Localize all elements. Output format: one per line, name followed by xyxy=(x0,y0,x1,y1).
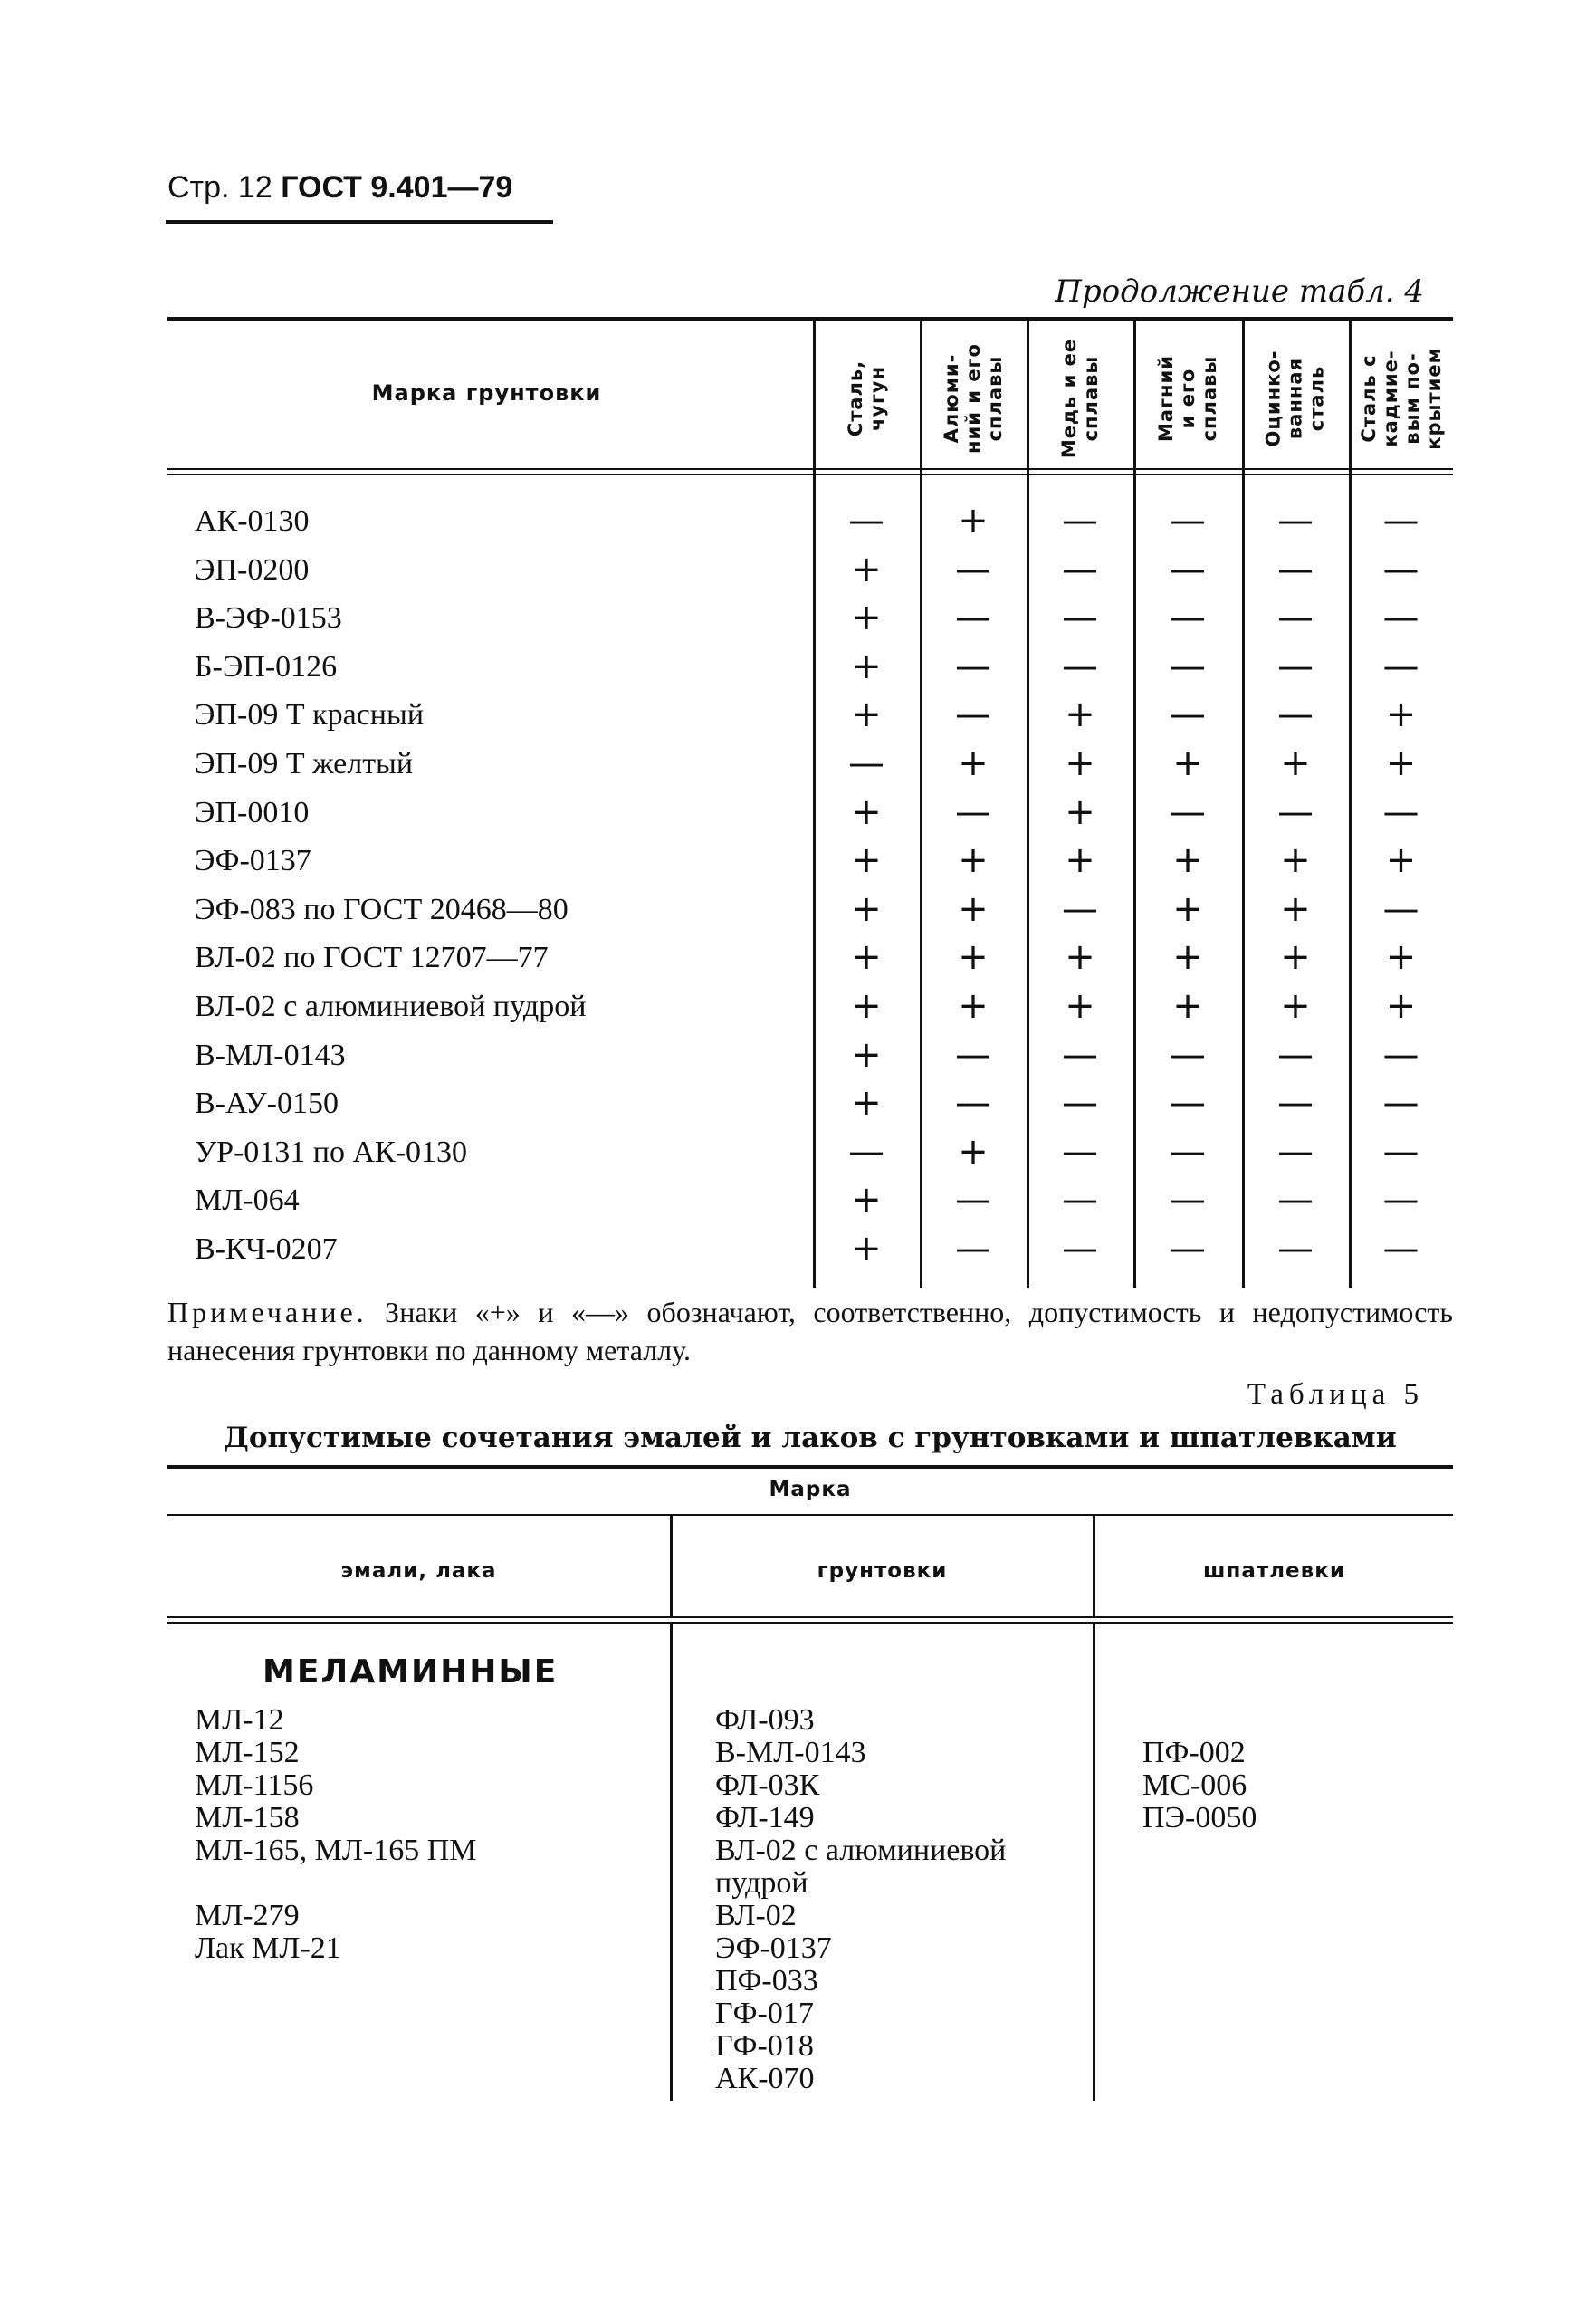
table4-column-header xyxy=(1349,326,1453,471)
not-permitted-sign: — xyxy=(1170,645,1206,687)
table4-row-name: В-АУ-0150 xyxy=(195,1087,339,1121)
permitted-sign: + xyxy=(958,743,989,784)
table5-putties: ПФ-002 МС-006 ПЭ-0050 xyxy=(1142,1736,1257,1835)
not-permitted-sign: — xyxy=(1277,645,1314,687)
not-permitted-sign: — xyxy=(1382,500,1419,541)
not-permitted-sign: — xyxy=(1170,1228,1206,1269)
table4-row-name: Б-ЭП-0126 xyxy=(195,649,338,684)
not-permitted-sign: — xyxy=(955,597,991,639)
permitted-sign: + xyxy=(851,887,882,930)
table4-row-name: В-ЭФ-0153 xyxy=(195,601,342,636)
table4-row-name: ЭП-0010 xyxy=(195,795,310,829)
not-permitted-sign: — xyxy=(1277,1179,1314,1222)
not-permitted-sign: — xyxy=(1277,597,1314,639)
permitted-sign: + xyxy=(1280,887,1311,930)
table4-row-name: ВЛ-02 с алюминиевой пудрой xyxy=(195,990,587,1023)
permitted-sign: + xyxy=(1065,743,1095,784)
table5-section-heading: МЕЛАМИННЫЕ xyxy=(263,1653,559,1691)
table-continuation-label: Продолжение табл. 4 xyxy=(1055,273,1424,310)
header-rule xyxy=(166,220,553,224)
table5-label: Таблица 5 xyxy=(1247,1378,1424,1411)
not-permitted-sign: — xyxy=(1062,1228,1098,1269)
column-header-label: Магний и его сплавы xyxy=(1154,355,1220,442)
table5-title: Допустимые сочетания эмалей и лаков с грунтовками и шпатлевками xyxy=(224,1422,1397,1454)
table5-primers: ФЛ-093 В-МЛ-0143 ФЛ-03К ФЛ-149 ВЛ-02 с алюминиевой пудрой ВЛ-02 ЭФ-0137 ПФ-033 ГФ-017 ГФ-018 АК-070 xyxy=(715,1703,1007,2095)
not-permitted-sign: — xyxy=(1062,645,1098,687)
column-header-label: Медь и ее сплавы xyxy=(1058,338,1103,459)
not-permitted-sign: — xyxy=(1062,548,1098,590)
permitted-sign: + xyxy=(958,500,989,541)
not-permitted-sign: — xyxy=(1170,694,1206,736)
permitted-sign: + xyxy=(1172,743,1203,784)
permitted-sign: + xyxy=(1065,694,1095,736)
table5-enamels: МЛ-12 МЛ-152 МЛ-1156 МЛ-158 МЛ-165, МЛ-165 ПМ МЛ-279 Лак МЛ-21 xyxy=(195,1703,477,1965)
not-permitted-sign: — xyxy=(1062,500,1098,541)
table4-row-name: ЭФ-0137 xyxy=(195,844,311,878)
permitted-sign: + xyxy=(1065,790,1095,833)
page-header xyxy=(167,170,512,206)
permitted-sign: + xyxy=(851,1082,882,1125)
permitted-sign: + xyxy=(851,694,882,736)
table4-row-name: ВЛ-02 по ГОСТ 12707—77 xyxy=(195,941,549,975)
table4-column-header xyxy=(1027,326,1133,471)
not-permitted-sign: — xyxy=(1382,548,1419,590)
not-permitted-sign: — xyxy=(1170,500,1206,541)
not-permitted-sign: — xyxy=(955,645,991,687)
not-permitted-sign: — xyxy=(1277,1228,1314,1269)
permitted-sign: + xyxy=(1280,839,1311,882)
table4-row-name: МЛ-064 xyxy=(195,1183,300,1218)
not-permitted-sign: — xyxy=(955,548,991,590)
table5-header-enamel: эмали, лака xyxy=(340,1559,497,1583)
permitted-sign: + xyxy=(851,645,882,687)
table5-mid-rule xyxy=(167,1514,1453,1516)
table4-row-name: В-МЛ-0143 xyxy=(195,1038,346,1072)
not-permitted-sign: — xyxy=(1170,597,1206,639)
not-permitted-sign: — xyxy=(1382,1033,1419,1076)
not-permitted-sign: — xyxy=(1382,1082,1419,1125)
not-permitted-sign: — xyxy=(1382,1228,1419,1269)
permitted-sign: + xyxy=(851,790,882,833)
table5-header-putty: шпатлевки xyxy=(1203,1559,1345,1583)
table5-header-primer: грунтовки xyxy=(817,1559,948,1583)
table5-col-divider-2 xyxy=(1093,1516,1095,1617)
not-permitted-sign: — xyxy=(1170,548,1206,590)
not-permitted-sign: — xyxy=(1170,790,1206,833)
table4-top-rule xyxy=(167,317,1453,321)
not-permitted-sign: — xyxy=(1382,1179,1419,1222)
table5-top-rule xyxy=(167,1465,1453,1469)
table5-col-divider-1 xyxy=(670,1516,673,1617)
not-permitted-sign: — xyxy=(1277,694,1314,736)
table4-mark-header: Марка грунтовки xyxy=(371,380,602,406)
not-permitted-sign: — xyxy=(955,1228,991,1269)
not-permitted-sign: — xyxy=(1277,1130,1314,1173)
table4-column-header xyxy=(813,326,920,471)
not-permitted-sign: — xyxy=(1277,500,1314,541)
permitted-sign: + xyxy=(1280,985,1311,1027)
table4-row-name: УР-0131 по АК-0130 xyxy=(195,1135,468,1169)
permitted-sign: + xyxy=(851,1179,882,1222)
not-permitted-sign: — xyxy=(848,1130,884,1173)
permitted-sign: + xyxy=(958,839,989,882)
not-permitted-sign: — xyxy=(1277,790,1314,833)
page-number: Стр. 12 xyxy=(167,170,272,205)
permitted-sign: + xyxy=(1385,936,1417,979)
permitted-sign: + xyxy=(1385,743,1417,784)
permitted-sign: + xyxy=(1385,839,1417,882)
permitted-sign: + xyxy=(1280,743,1311,784)
table4-row-name: ЭП-09 Т красный xyxy=(195,698,425,733)
permitted-sign: + xyxy=(1065,839,1095,882)
not-permitted-sign: — xyxy=(1062,887,1098,930)
table4-note xyxy=(167,1293,1453,1369)
table4-row-name: ЭФ-083 по ГОСТ 20468—80 xyxy=(195,892,569,926)
not-permitted-sign: — xyxy=(1062,1082,1098,1125)
not-permitted-sign: — xyxy=(1382,645,1419,687)
table4-column-header xyxy=(1242,326,1349,471)
not-permitted-sign: — xyxy=(1382,790,1419,833)
permitted-sign: + xyxy=(851,597,882,639)
not-permitted-sign: — xyxy=(1277,1033,1314,1076)
not-permitted-sign: — xyxy=(1277,1082,1314,1125)
note-label: Примечание. xyxy=(167,1296,368,1328)
note-text: Знаки «+» и «—» обозначают, соответственно, допустимость и недопустимость нанесения грунтовки по данному металлу. xyxy=(167,1296,1453,1366)
permitted-sign: + xyxy=(851,548,882,590)
permitted-sign: + xyxy=(1280,936,1311,979)
column-header-label: Алюми- ний и его сплавы xyxy=(941,343,1007,454)
permitted-sign: + xyxy=(958,1130,989,1173)
table4-row-name: ЭП-09 Т желтый xyxy=(195,747,414,781)
column-header-label: Сталь с кадмие- вым по- крытием xyxy=(1357,347,1445,450)
not-permitted-sign: — xyxy=(848,500,884,541)
permitted-sign: + xyxy=(958,887,989,930)
not-permitted-sign: — xyxy=(1170,1082,1206,1125)
permitted-sign: + xyxy=(1385,985,1417,1027)
table4-row-name: АК-0130 xyxy=(195,504,310,538)
permitted-sign: + xyxy=(851,1033,882,1076)
permitted-sign: + xyxy=(1172,887,1203,930)
not-permitted-sign: — xyxy=(1170,1179,1206,1222)
column-header-label: Сталь, чугун xyxy=(845,359,888,437)
table5-header-rule xyxy=(167,1616,1453,1618)
permitted-sign: + xyxy=(1172,936,1203,979)
column-header-label: Оцинко- ванная сталь xyxy=(1262,350,1328,447)
not-permitted-sign: — xyxy=(955,1033,991,1076)
table4-column-header xyxy=(1133,326,1242,471)
table5-header-marka: Марка xyxy=(769,1478,852,1501)
permitted-sign: + xyxy=(958,985,989,1027)
not-permitted-sign: — xyxy=(955,1179,991,1222)
table4-row-name: ЭП-0200 xyxy=(195,552,310,587)
permitted-sign: + xyxy=(1172,839,1203,882)
permitted-sign: + xyxy=(958,936,989,979)
permitted-sign: + xyxy=(851,936,882,979)
permitted-sign: + xyxy=(1172,985,1203,1027)
permitted-sign: + xyxy=(1385,694,1417,736)
permitted-sign: + xyxy=(1065,936,1095,979)
table4-column-header xyxy=(920,326,1027,471)
not-permitted-sign: — xyxy=(1382,597,1419,639)
not-permitted-sign: — xyxy=(848,743,884,784)
table5-body-divider-2 xyxy=(1093,1624,1095,2101)
not-permitted-sign: — xyxy=(1382,887,1419,930)
not-permitted-sign: — xyxy=(1062,1130,1098,1173)
standard-title: ГОСТ 9.401—79 xyxy=(281,170,513,205)
not-permitted-sign: — xyxy=(955,1082,991,1125)
table4-row-name: В-КЧ-0207 xyxy=(195,1232,338,1266)
not-permitted-sign: — xyxy=(1170,1130,1206,1173)
not-permitted-sign: — xyxy=(1382,1130,1419,1173)
permitted-sign: + xyxy=(851,1228,882,1269)
not-permitted-sign: — xyxy=(955,694,991,736)
permitted-sign: + xyxy=(851,985,882,1027)
table5-body-divider-1 xyxy=(670,1624,673,2101)
not-permitted-sign: — xyxy=(1277,548,1314,590)
not-permitted-sign: — xyxy=(1062,1033,1098,1076)
not-permitted-sign: — xyxy=(1062,1179,1098,1222)
permitted-sign: + xyxy=(1065,985,1095,1027)
permitted-sign: + xyxy=(851,839,882,882)
not-permitted-sign: — xyxy=(955,790,991,833)
not-permitted-sign: — xyxy=(1170,1033,1206,1076)
table4-header-rule-2 xyxy=(167,474,1453,475)
table5-header-rule-2 xyxy=(167,1622,1453,1624)
not-permitted-sign: — xyxy=(1062,597,1098,639)
